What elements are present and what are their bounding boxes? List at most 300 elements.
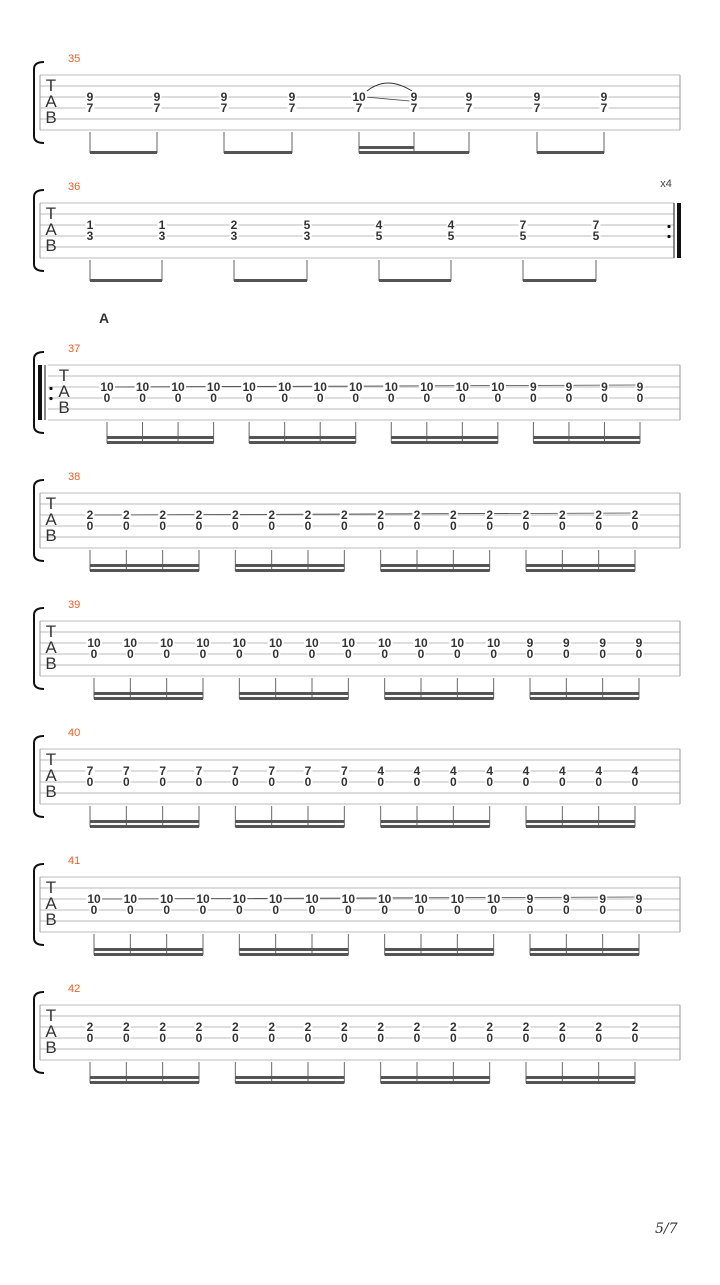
fret-number: 0 — [308, 903, 316, 917]
fret-number: 7 — [220, 101, 228, 115]
fret-number: 10 — [206, 380, 221, 394]
fret-number: 9 — [601, 380, 608, 394]
measure-number: 38 — [68, 471, 81, 483]
fret-number: 1 — [158, 218, 166, 232]
section-label: A — [99, 310, 110, 326]
note-beam — [379, 279, 451, 282]
fret-number: 7 — [159, 764, 167, 778]
fret-number: 0 — [195, 1031, 203, 1045]
fret-number: 10 — [196, 636, 210, 650]
fret-number: 7 — [288, 101, 296, 115]
fret-number: 2 — [377, 1020, 385, 1034]
fret-number: 10 — [159, 892, 174, 906]
fret-number: 9 — [153, 90, 161, 104]
fret-number: 0 — [453, 647, 461, 661]
fret-number: 9 — [599, 636, 607, 650]
fret-number: 2 — [413, 1020, 421, 1034]
fret-number: 0 — [417, 903, 425, 917]
staff-system — [34, 599, 680, 700]
note-beam — [234, 279, 307, 282]
fret-number: 7 — [592, 218, 600, 232]
fret-number: 9 — [465, 90, 473, 104]
note-beam — [391, 436, 498, 439]
measure-number: 36 — [68, 181, 81, 193]
fret-number: 10 — [277, 380, 292, 394]
fret-number: 2 — [122, 508, 130, 522]
fret-number: 9 — [635, 892, 643, 906]
system-bracket — [34, 608, 44, 689]
fret-number: 10 — [135, 380, 150, 394]
note-beam — [94, 692, 203, 695]
note-beam — [235, 1076, 344, 1079]
fret-number: 7 — [533, 101, 541, 115]
fret-number: 10 — [377, 892, 392, 906]
fret-number: 10 — [450, 636, 465, 650]
note-beam — [381, 1076, 490, 1079]
fret-number: 0 — [377, 1031, 385, 1045]
fret-number: 0 — [631, 1031, 639, 1045]
fret-number: 0 — [631, 519, 639, 533]
fret-number: 0 — [453, 903, 461, 917]
fret-number: 0 — [304, 519, 312, 533]
tab-clef-letter: A — [45, 894, 57, 913]
fret-number: 10 — [352, 90, 366, 104]
fret-number: 0 — [526, 903, 534, 917]
fret-number: 0 — [377, 775, 385, 789]
fret-number: 0 — [631, 775, 639, 789]
staff-system — [34, 343, 680, 444]
fret-number: 10 — [384, 380, 398, 394]
fret-number: 0 — [159, 519, 167, 533]
fret-number: 0 — [268, 775, 276, 789]
tab-clef-letter: A — [45, 220, 57, 239]
note-beam — [359, 146, 414, 149]
note-beam — [530, 697, 639, 700]
repeat-count: x4 — [660, 178, 672, 190]
note-beam — [526, 820, 635, 823]
fret-number: 2 — [595, 508, 603, 522]
fret-number: 4 — [486, 764, 494, 778]
fret-number: 0 — [530, 391, 537, 405]
fret-number: 10 — [87, 892, 101, 906]
note-beam — [381, 825, 490, 828]
fret-number: 0 — [449, 775, 457, 789]
tab-clef-letter: B — [45, 526, 57, 545]
note-beam — [90, 1081, 199, 1084]
fret-number: 0 — [235, 903, 243, 917]
fret-number: 10 — [232, 636, 247, 650]
fret-number: 0 — [210, 391, 217, 405]
fret-number: 3 — [303, 229, 311, 243]
fret-number: 7 — [122, 764, 130, 778]
fret-number: 7 — [465, 101, 473, 115]
tab-clef-letter: T — [45, 750, 57, 769]
fret-number: 10 — [87, 636, 101, 650]
fret-number: 0 — [231, 519, 239, 533]
measure-number: 40 — [68, 727, 81, 739]
fret-number: 7 — [519, 218, 527, 232]
fret-number: 9 — [562, 636, 570, 650]
fret-number: 9 — [526, 892, 534, 906]
note-beam — [381, 820, 490, 823]
fret-number: 2 — [522, 508, 530, 522]
fret-number: 10 — [171, 380, 185, 394]
note-beam — [530, 953, 639, 956]
fret-number: 0 — [163, 903, 171, 917]
note-beam — [381, 1081, 490, 1084]
fret-number: 7 — [268, 764, 276, 778]
fret-number: 0 — [272, 647, 280, 661]
note-beam — [235, 820, 344, 823]
fret-number: 0 — [86, 1031, 94, 1045]
fret-number: 0 — [344, 903, 352, 917]
tab-clef-letter: B — [45, 910, 57, 929]
fret-number: 10 — [100, 380, 114, 394]
note-beam — [90, 825, 199, 828]
fret-number: 2 — [522, 1020, 530, 1034]
tab-clef-letter: A — [45, 766, 57, 785]
fret-number: 0 — [449, 1031, 457, 1045]
note-beam — [526, 569, 635, 572]
fret-number: 2 — [340, 1020, 348, 1034]
fret-number: 4 — [522, 764, 530, 778]
fret-number: 0 — [490, 903, 498, 917]
tab-clef-letter: T — [45, 76, 57, 95]
fret-number: 2 — [631, 1020, 639, 1034]
fret-number: 0 — [90, 903, 98, 917]
fret-number: 10 — [414, 636, 428, 650]
fret-number: 0 — [195, 775, 203, 789]
fret-number: 10 — [123, 892, 138, 906]
fret-number: 10 — [268, 892, 283, 906]
fret-number: 4 — [558, 764, 566, 778]
fret-number: 2 — [413, 508, 421, 522]
fret-number: 4 — [595, 764, 603, 778]
fret-number: 10 — [196, 892, 210, 906]
note-beam — [90, 820, 199, 823]
fret-number: 10 — [232, 892, 247, 906]
tab-clef-letter: A — [45, 1022, 57, 1041]
fret-number: 0 — [308, 647, 316, 661]
fret-number: 0 — [377, 519, 385, 533]
fret-number: 7 — [153, 101, 161, 115]
fret-number: 2 — [268, 508, 276, 522]
tab-clef-letter: T — [45, 878, 57, 897]
note-beam — [239, 948, 348, 951]
note-beam — [526, 564, 635, 567]
fret-number: 4 — [377, 764, 385, 778]
fret-number: 0 — [90, 647, 98, 661]
fret-number: 2 — [377, 508, 385, 522]
fret-number: 0 — [340, 1031, 348, 1045]
fret-number: 10 — [420, 380, 434, 394]
fret-number: 7 — [231, 764, 239, 778]
tab-clef-letter: T — [45, 494, 57, 513]
note-beam — [526, 1081, 635, 1084]
note-beam — [90, 279, 162, 282]
measure-number: 41 — [68, 855, 81, 867]
fret-number: 0 — [562, 647, 570, 661]
fret-number: 2 — [231, 1020, 239, 1034]
fret-number: 0 — [635, 903, 643, 917]
fret-number: 0 — [381, 647, 389, 661]
repeat-dot — [667, 225, 670, 228]
tab-clef-letter: B — [45, 782, 57, 801]
fret-number: 0 — [486, 775, 494, 789]
fret-number: 2 — [231, 508, 239, 522]
staff-system — [34, 178, 681, 282]
fret-number: 2 — [195, 1020, 203, 1034]
fret-number: 0 — [599, 903, 607, 917]
fret-number: 10 — [486, 892, 501, 906]
fret-number: 0 — [122, 775, 130, 789]
fret-number: 0 — [595, 775, 603, 789]
fret-number: 0 — [558, 519, 566, 533]
fret-number: 0 — [526, 647, 534, 661]
fret-number: 0 — [195, 519, 203, 533]
fret-number: 4 — [447, 218, 455, 232]
fret-number: 0 — [304, 1031, 312, 1045]
fret-number: 3 — [158, 229, 166, 243]
fret-number: 0 — [245, 391, 253, 405]
fret-number: 2 — [304, 508, 312, 522]
note-beam — [385, 948, 494, 951]
fret-number: 0 — [231, 1031, 239, 1045]
tie-arc — [367, 83, 412, 91]
system-bracket — [34, 864, 44, 945]
fret-number: 3 — [230, 229, 238, 243]
fret-number: 0 — [281, 391, 289, 405]
fret-number: 0 — [235, 647, 243, 661]
fret-number: 7 — [86, 764, 94, 778]
note-beam — [533, 436, 640, 439]
system-bracket — [34, 480, 44, 561]
fret-number: 2 — [304, 1020, 312, 1034]
note-beam — [391, 441, 498, 444]
note-beam — [381, 569, 490, 572]
fret-number: 9 — [600, 90, 608, 104]
fret-number: 9 — [533, 90, 541, 104]
fret-number: 5 — [519, 229, 527, 243]
fret-number: 0 — [562, 903, 570, 917]
fret-number: 0 — [126, 903, 134, 917]
system-bracket — [34, 62, 44, 143]
fret-number: 7 — [340, 764, 348, 778]
fret-number: 7 — [86, 101, 94, 115]
fret-number: 10 — [305, 636, 319, 650]
system-bracket — [34, 190, 44, 271]
note-beam — [90, 151, 157, 154]
fret-number: 0 — [490, 647, 498, 661]
fret-number: 0 — [340, 519, 348, 533]
fret-number: 9 — [562, 892, 570, 906]
note-beam — [537, 151, 604, 154]
note-beam — [359, 151, 469, 154]
fret-number: 7 — [410, 101, 418, 115]
fret-number: 0 — [304, 775, 312, 789]
fret-number: 2 — [449, 508, 457, 522]
fret-number: 9 — [288, 90, 296, 104]
tab-clef-letter: A — [45, 638, 57, 657]
fret-number: 10 — [242, 380, 256, 394]
note-beam — [90, 564, 199, 567]
fret-number: 0 — [522, 775, 530, 789]
fret-number: 0 — [494, 391, 502, 405]
system-bracket — [34, 736, 44, 817]
note-beam — [385, 953, 494, 956]
fret-number: 10 — [159, 636, 174, 650]
note-beam — [523, 279, 596, 282]
note-beam — [90, 1076, 199, 1079]
fret-number: 2 — [340, 508, 348, 522]
fret-number: 0 — [413, 1031, 421, 1045]
fret-number: 0 — [268, 519, 276, 533]
fret-number: 10 — [123, 636, 138, 650]
fret-number: 0 — [122, 1031, 130, 1045]
fret-number: 7 — [195, 764, 203, 778]
fret-number: 0 — [601, 391, 608, 405]
fret-number: 4 — [631, 764, 639, 778]
system-bracket — [34, 992, 44, 1073]
fret-number: 0 — [413, 775, 421, 789]
fret-number: 10 — [268, 636, 283, 650]
repeat-dot — [49, 397, 52, 400]
note-beam — [224, 151, 292, 154]
fret-number: 0 — [159, 1031, 167, 1045]
fret-number: 2 — [486, 508, 494, 522]
fret-number: 2 — [558, 508, 566, 522]
fret-number: 2 — [230, 218, 238, 232]
note-beam — [381, 564, 490, 567]
repeat-end-thick-bar — [677, 203, 681, 258]
staff-system — [34, 53, 680, 154]
repeat-dot — [667, 235, 670, 238]
tab-clef-letter: B — [45, 236, 57, 255]
fret-number: 10 — [313, 380, 327, 394]
fret-number: 0 — [103, 391, 111, 405]
tab-clef-letter: T — [45, 622, 57, 641]
note-beam — [526, 1076, 635, 1079]
fret-number: 0 — [599, 647, 607, 661]
fret-number: 0 — [199, 903, 207, 917]
fret-number: 1 — [86, 218, 94, 232]
fret-number: 9 — [86, 90, 94, 104]
note-beam — [235, 1081, 344, 1084]
note-beam — [235, 569, 344, 572]
note-beam — [235, 564, 344, 567]
fret-number: 9 — [526, 636, 534, 650]
tab-clef-letter: A — [45, 92, 57, 111]
fret-number: 0 — [86, 775, 94, 789]
tab-clef-letter: B — [45, 108, 57, 127]
fret-number: 0 — [522, 519, 530, 533]
fret-number: 2 — [486, 1020, 494, 1034]
note-beam — [239, 697, 348, 700]
tab-clef-letter: T — [45, 1006, 57, 1025]
fret-number: 10 — [414, 892, 428, 906]
fret-number: 0 — [381, 903, 389, 917]
fret-number: 10 — [377, 636, 392, 650]
fret-number: 10 — [450, 892, 465, 906]
fret-number: 0 — [636, 391, 644, 405]
fret-number: 10 — [341, 636, 356, 650]
fret-number: 10 — [349, 380, 363, 394]
note-beam — [107, 436, 214, 439]
measure-number: 35 — [68, 53, 81, 65]
note-beam — [249, 436, 356, 439]
tab-clef-letter: B — [45, 654, 57, 673]
fret-number: 7 — [600, 101, 608, 115]
fret-number: 5 — [592, 229, 600, 243]
fret-number: 0 — [126, 647, 134, 661]
note-beam — [530, 692, 639, 695]
fret-number: 0 — [449, 519, 457, 533]
fret-number: 0 — [163, 647, 171, 661]
tab-clef-letter: B — [45, 1038, 57, 1057]
tab-clef-letter: T — [45, 204, 57, 223]
fret-number: 9 — [410, 90, 418, 104]
note-beam — [530, 948, 639, 951]
note-beam — [385, 697, 494, 700]
fret-number: 9 — [599, 892, 607, 906]
fret-number: 0 — [199, 647, 207, 661]
note-beam — [94, 697, 203, 700]
fret-number: 0 — [565, 391, 573, 405]
note-beam — [249, 441, 356, 444]
fret-number: 10 — [341, 892, 356, 906]
repeat-start-thick-bar — [38, 365, 42, 420]
fret-number: 10 — [491, 380, 505, 394]
repeat-dot — [49, 387, 52, 390]
fret-number: 2 — [159, 508, 167, 522]
fret-number: 0 — [139, 391, 146, 405]
staff-system — [34, 983, 680, 1084]
fret-number: 0 — [352, 391, 360, 405]
note-beam — [239, 953, 348, 956]
fret-number: 4 — [449, 764, 457, 778]
note-beam — [526, 825, 635, 828]
fret-number: 0 — [387, 391, 395, 405]
fret-number: 5 — [447, 229, 455, 243]
tab-clef-letter: A — [45, 510, 57, 529]
fret-number: 10 — [305, 892, 319, 906]
note-beam — [235, 825, 344, 828]
fret-number: 10 — [486, 636, 501, 650]
fret-number: 9 — [565, 380, 573, 394]
fret-number: 0 — [558, 1031, 566, 1045]
fret-number: 2 — [595, 1020, 603, 1034]
note-beam — [94, 953, 203, 956]
fret-number: 0 — [413, 519, 421, 533]
staff-system — [34, 855, 680, 956]
fret-number: 0 — [174, 391, 182, 405]
fret-number: 2 — [631, 508, 639, 522]
fret-number: 4 — [413, 764, 421, 778]
note-beam — [90, 569, 199, 572]
fret-number: 0 — [423, 391, 431, 405]
page-number: 5/7 — [655, 1221, 678, 1237]
tab-clef-letter: T — [58, 366, 70, 385]
fret-number: 2 — [86, 508, 94, 522]
measure-number: 42 — [68, 983, 81, 995]
fret-number: 9 — [530, 380, 537, 394]
fret-number: 7 — [304, 764, 312, 778]
fret-number: 3 — [86, 229, 94, 243]
staff-system — [34, 727, 680, 828]
fret-number: 2 — [449, 1020, 457, 1034]
fret-number: 9 — [636, 380, 644, 394]
fret-number: 0 — [272, 903, 280, 917]
